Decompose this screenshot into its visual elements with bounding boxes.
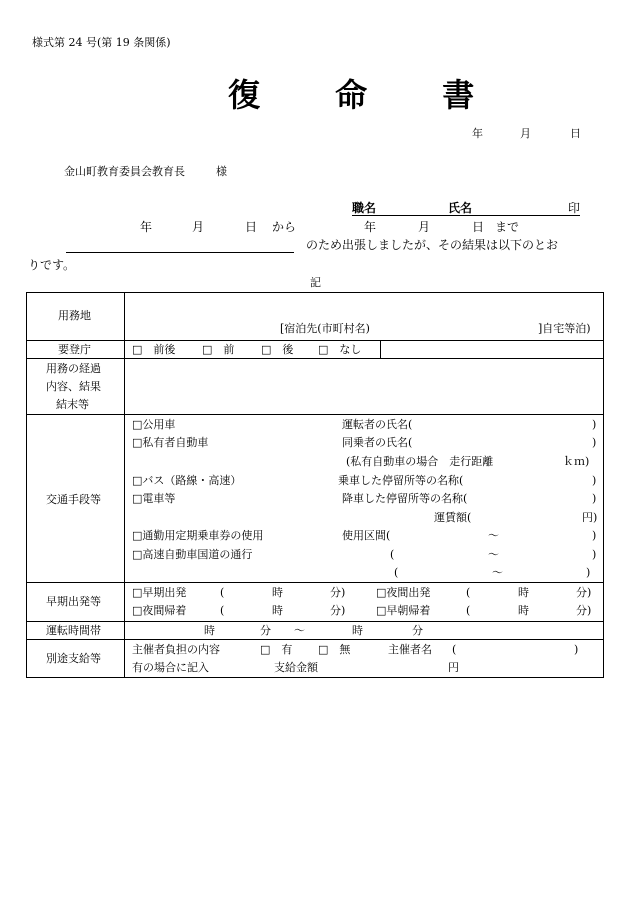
- purpose-sentence-tail: りです。: [28, 258, 76, 272]
- purpose-sentence: のため出張しましたが、その結果は以下のとお: [306, 238, 559, 252]
- signature-underline: [352, 215, 580, 216]
- driving-start-minute: 分: [260, 624, 271, 637]
- organizer-name-close: ): [574, 643, 579, 656]
- extra-section-open: (: [394, 566, 399, 579]
- form-number: 様式第 24 号(第 19 条関係): [32, 36, 171, 49]
- burden-yes-option[interactable]: □ 有: [260, 643, 293, 656]
- expressway-open: (: [390, 548, 395, 561]
- burden-no-option[interactable]: □ 無: [318, 643, 351, 656]
- extra-section-close: ): [586, 566, 591, 579]
- commuter-pass-option[interactable]: □通勤用定期乗車券の使用: [132, 529, 264, 542]
- early-return-option[interactable]: □早朝帰着: [376, 604, 431, 617]
- early-return-hour: 時: [518, 604, 529, 617]
- night-departure-option[interactable]: □夜間出発: [376, 586, 431, 599]
- official-car-option[interactable]: □公用車: [132, 418, 176, 431]
- early-departure-label: 早期出発等: [46, 595, 101, 608]
- driving-time-tilde: 〜: [294, 624, 305, 637]
- period-to-day: 日: [472, 220, 485, 234]
- organizer-name-open: (: [452, 643, 457, 656]
- driver-name-close: ): [592, 418, 597, 431]
- attendance-option-after[interactable]: □ 後: [261, 343, 294, 356]
- lodging-label: [宿泊先(市町村名): [280, 322, 370, 335]
- early-departure-hour: 時: [272, 586, 283, 599]
- usage-section-label: 使用区間(: [342, 529, 391, 542]
- purpose-underline: [66, 252, 294, 253]
- name-label: 氏名: [448, 201, 473, 215]
- expressway-close: ): [592, 548, 597, 561]
- separate-payment-label: 別途支給等: [46, 652, 101, 665]
- alighting-stop-label: 降車した停留所等の名称(: [342, 492, 468, 505]
- early-departure-open: (: [220, 586, 225, 599]
- early-return-minute: 分): [576, 604, 592, 617]
- bus-option[interactable]: □バス（路線・高速）: [132, 474, 242, 487]
- expressway-option[interactable]: □高速自動車国道の通行: [132, 548, 253, 561]
- driving-end-minute: 分: [412, 624, 423, 637]
- progress-label-2: 内容、結果: [46, 380, 101, 393]
- period-to-month: 月: [418, 220, 431, 234]
- home-stay-label: ]自宅等泊): [538, 322, 591, 335]
- period-to-year: 年: [364, 220, 377, 234]
- night-return-hour: 時: [272, 604, 283, 617]
- early-departure-option[interactable]: □早期出発: [132, 586, 187, 599]
- if-yes-note: 有の場合に記入: [132, 661, 209, 674]
- page-title: 復 命 書: [228, 76, 507, 114]
- period-from-label: から: [272, 220, 297, 234]
- day-label: 日: [570, 127, 581, 140]
- seal-label: 印: [568, 201, 581, 215]
- fare-unit: 円): [582, 511, 598, 524]
- boarding-stop-label: 乗車した停留所等の名称(: [338, 474, 464, 487]
- period-from-year: 年: [140, 220, 153, 234]
- year-label: 年: [472, 127, 483, 140]
- period-from-day: 日: [245, 220, 258, 234]
- payment-amount-label: 支給金額: [274, 661, 318, 674]
- usage-section-tilde: 〜: [488, 529, 499, 542]
- night-return-open: (: [220, 604, 225, 617]
- passenger-name-close: ): [592, 436, 597, 449]
- night-return-minute: 分): [330, 604, 346, 617]
- destination-label: 用務地: [58, 309, 91, 322]
- attendance-option-none[interactable]: □ なし: [318, 343, 362, 356]
- organizer-name-label: 主催者名: [388, 643, 432, 656]
- expressway-tilde: 〜: [488, 548, 499, 561]
- passenger-name-label: 同乗者の氏名(: [342, 436, 413, 449]
- period-to-label: まで: [495, 220, 520, 234]
- early-departure-minute: 分): [330, 586, 346, 599]
- position-label: 職名: [352, 201, 377, 215]
- progress-label-1: 用務の経過: [46, 362, 101, 375]
- payment-amount-unit: 円: [448, 661, 459, 674]
- night-departure-open: (: [466, 586, 471, 599]
- night-departure-minute: 分): [576, 586, 592, 599]
- extra-section-tilde: 〜: [492, 566, 503, 579]
- driving-start-hour: 時: [204, 624, 215, 637]
- fare-label: 運賃額(: [434, 511, 472, 524]
- driver-name-label: 運転者の氏名(: [342, 418, 413, 431]
- driving-time-label: 運転時間帯: [46, 624, 101, 637]
- period-from-month: 月: [192, 220, 205, 234]
- month-label: 月: [520, 127, 531, 140]
- train-option[interactable]: □電車等: [132, 492, 176, 505]
- mileage-unit: ｋｍ): [563, 455, 590, 468]
- office-attendance-label: 要登庁: [58, 343, 91, 356]
- organizer-burden-label: 主催者負担の内容: [132, 643, 220, 656]
- boarding-stop-close: ): [592, 474, 597, 487]
- alighting-stop-close: ): [592, 492, 597, 505]
- driving-end-hour: 時: [352, 624, 363, 637]
- usage-section-close: ): [592, 529, 597, 542]
- transport-label: 交通手段等: [46, 493, 101, 506]
- attendance-option-before[interactable]: □ 前: [202, 343, 235, 356]
- progress-label-3: 結末等: [56, 398, 89, 411]
- night-departure-hour: 時: [518, 586, 529, 599]
- addressee-honorific: 様: [216, 165, 227, 178]
- attendance-option-before-after[interactable]: □ 前後: [132, 343, 176, 356]
- mileage-label: (私有自動車の場合 走行距離: [346, 455, 494, 468]
- ki-label: 記: [310, 276, 321, 289]
- addressee-name: 金山町教育委員会教育長: [64, 165, 185, 178]
- private-car-option[interactable]: □私有者自動車: [132, 436, 209, 449]
- night-return-option[interactable]: □夜間帰着: [132, 604, 187, 617]
- early-return-open: (: [466, 604, 471, 617]
